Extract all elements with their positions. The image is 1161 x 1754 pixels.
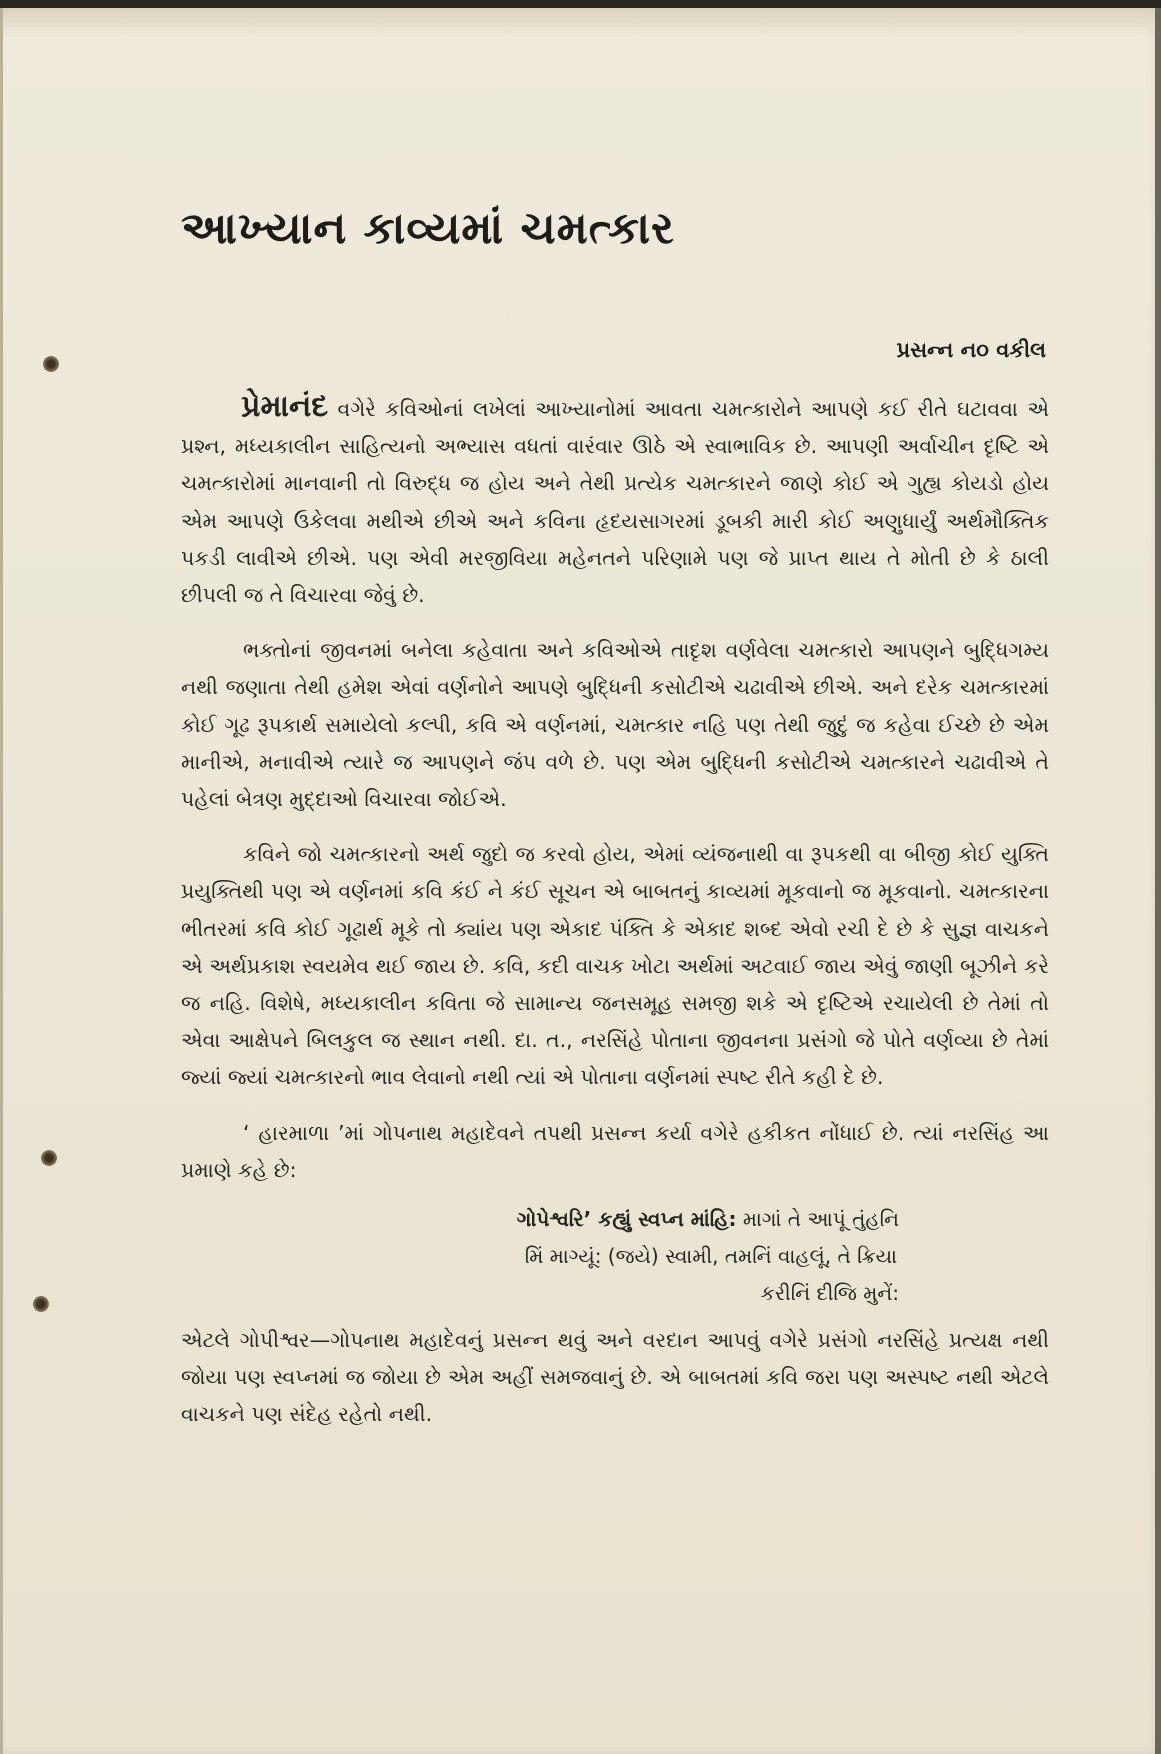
verse-line-1-rest: માગાં તે આપૂં તુંહનિ	[736, 1207, 899, 1232]
verse-line-2: મિં માગ્યૂં: (જયે) સ્વામી, તમનિં વાહલૂં, તે ક્રિયા	[524, 1244, 897, 1269]
punch-hole-3	[33, 1296, 49, 1312]
paragraph-1-text: વગેરે કવિઓનાં લખેલાં આખ્યાનોમાં આવતા ચમત્કારોને આપણે કઈ રીતે ઘટાવવા એ પ્રશ્ન, મધ્યકાલીન સાહિત્યનો અભ્યાસ વધતાં વારંવાર ઊઠે એ સ્વાભાવિક છે. આપણી અર્વાચીન દૃષ્ટિ એ ચમત્કારોમાં માનવાની તો વિરુદ્ધ જ હોય અને તેથી પ્રત્યેક ચમત્કારને જાણે કોઈ એ ગુહ્ય કોયડો હોય એમ આપણે ઉકેલવા મથીએ છીએ અને કવિના હૃદયસાગરમાં ડૂબકી મારી કોઈ અણુધાર્યું અર્થમૌક્તિક પકડી લાવીએ છીએ. પણ એવી મરજીવિયા મહેનતને પરિણામે પણ જે પ્રાપ્ત થાય તે મોતી છે કે ઠાલી છીપલી જ તે વિચારવા જેવું છે.	[181, 397, 1049, 608]
paragraph-5: એટલે ગોપીશ્વર—ગોપનાથ મહાદેવનું પ્રસન્ન થવું અને વરદાન આપવું વગેરે પ્રસંગો નરસિંહે પ્રત્યક્ષ નથી જોયા પણ સ્વપ્નમાં જ જોયા છે એમ અહીં સમજવાનું છે. એ બાબતમાં કવિ જરા પણ અસ્પષ્ટ નથી એટલે વાચકને પણ સંદેહ રહેતો નથી.	[181, 1328, 1049, 1427]
verse-line-1	[181, 1201, 1049, 1238]
book-page	[0, 8, 1161, 1754]
verse-line-1-lead: ગોપેશ્વરિ’ કહ્યું સ્વપ્ન માંહિ:	[516, 1207, 737, 1232]
paragraph-3: કવિને જો ચમત્કારનો અર્થ જુદો જ કરવો હોય, એમાં વ્યંજનાથી વા રૂપકથી વા બીજી કોઈ યુક્તિ પ્રયુક્તિથી પણ એ વર્ણનમાં કવિ કંઈ ને કંઈ સૂચન એ બાબતનું કાવ્યમાં મૂકવાનો જ મૂકવાનો. ચમત્કારના ભીતરમાં કવિ કોઈ ગૂઢાર્થ મૂકે તો ક્યાંય પણ એકાદ પંક્તિ કે એકાદ શબ્દ એવો રચી દે છે કે સુજ્ઞ વાચકને એ અર્થપ્રકાશ સ્વયમેવ થઈ જાય છે. કવિ, કદી વાચક ખોટા અર્થમાં અટવાઈ જાય એવું જાણી બૂઝીને કરે જ નહિ. વિશેષે, મધ્યકાલીન કવિતા જે સામાન્ય જનસમૂહ સમજી શકે એ દૃષ્ટિએ રચાયેલી છે તેમાં તો એવા આક્ષેપને બિલકુલ જ સ્થાન નથી. દા. ત., નરસિંહે પોતાના જીવનના પ્રસંગો જે પોતે વર્ણવ્યા છે તેમાં જ્યાં જ્યાં ચમત્કારનો ભાવ લેવાનો નથી ત્યાં એ પોતાના વર્ણનમાં સ્પષ્ટ રીતે કહી દે છે.	[181, 842, 1049, 1090]
verse-line-3: કરીનિં દીજિ મુનેં:	[760, 1281, 899, 1306]
paragraph-1	[181, 388, 1049, 614]
paragraph-4: ‘ હારમાળા ’માં ગોપનાથ મહાદેવને તપથી પ્રસન્ન કર્યા વગેરે હકીકત નોંધાઈ છે. ત્યાં નરસિંહ આ પ્રમાણે કહે છે:	[181, 1120, 1049, 1182]
opening-word: પ્રેમાનંદ	[241, 389, 329, 424]
punch-hole-2	[41, 1150, 57, 1166]
article-title: આખ્યાન કાવ્યમાં ચમત્કાર	[181, 203, 675, 254]
author-byline: પ્રસન્ન ન૦ વકીલ	[896, 338, 1046, 362]
page-top-edge	[3, 8, 1161, 38]
article-body	[181, 388, 1049, 1452]
punch-hole-1	[43, 356, 59, 372]
paragraph-2: ભક્તોનાં જીવનમાં બનેલા કહેવાતા અને કવિઓએ તાદૃશ વર્ણવેલા ચમત્કારો આપણને બુદ્ધિગમ્ય નથી જણાતા તેથી હમેશ એવાં વર્ણનોને આપણે બુદ્ધિની કસોટીએ ચઢાવીએ છીએ. અને દરેક ચમત્કારમાં કોઈ ગૂઢ રૂપકાર્થ સમાયેલો કલ્પી, કવિ એ વર્ણનમાં, ચમત્કાર નહિ પણ તેથી જુદું જ કહેવા ઈચ્છે છે એમ માનીએ, મનાવીએ ત્યારે જ આપણને જંપ વળે છે. પણ એમ બુદ્ધિની કસોટીએ ચમત્કારને ચઢાવીએ તે પહેલાં બેત્રણ મુદ્દાઓ વિચારવા જોઈએ.	[181, 638, 1049, 812]
verse-quote	[181, 1201, 1049, 1312]
